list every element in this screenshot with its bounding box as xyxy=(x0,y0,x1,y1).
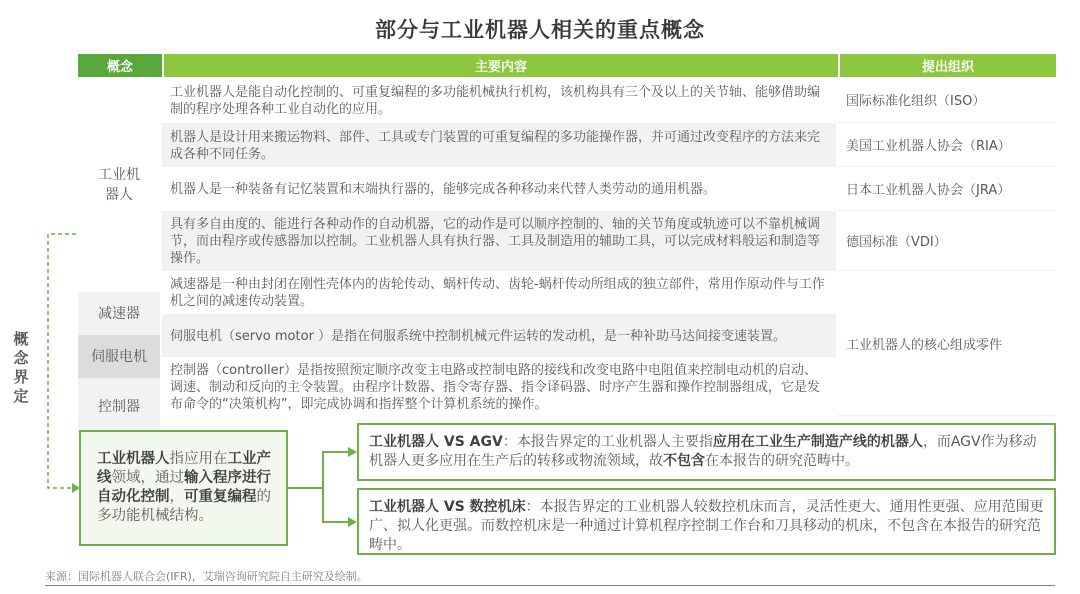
comparison-text: 不包含 xyxy=(663,453,705,469)
content-cell: 机器人是一种装备有记忆装置和末端执行器的，能够完成各种移动来代替人类劳动的通用机器。 xyxy=(162,167,836,211)
table-row xyxy=(162,167,1056,211)
comparison-text: 工业机器人 VS 数控机床 xyxy=(369,499,526,515)
table-row xyxy=(162,211,1056,271)
definition-text: 工业产线 xyxy=(97,451,271,486)
concept-table xyxy=(78,54,1056,436)
content-cell: 具有多自由度的、能进行各种动作的自动机器，它的动作是可以顺序控制的、轴的关节角度或轨迹可以不靠机械调节，而由程序或传感器加以控制。工业机器人具有执行器、工具及制造用的辅助工具，可以完成材料般运和制造等操作。 xyxy=(162,211,836,271)
page-title: 部分与工业机器人相关的重点概念 xyxy=(375,18,705,42)
definition-text: 可重复编程 xyxy=(184,489,257,505)
content-cell: 减速器是一种由封闭在刚性壳体内的齿轮传动、蜗杆传动、齿轮-蜗杆传动所组成的独立部件，常用作原动件与工作机之间的减速传动装置。 xyxy=(162,271,836,314)
comparison-agv-box xyxy=(357,423,1056,481)
org-cell: 德国标准（VDI） xyxy=(838,211,1056,271)
comparison-text: ：本报告界定的工业机器人较数控机床而言，灵活性更大、通用性更强、应用范围更广、拟人化更强。而数控机床是一种通过计算机程序控制工作台和刀具移动的机床，不包含在本报告的研究范畴中。 xyxy=(369,499,1044,553)
org-cell: 日本工业机器人协会（JRA） xyxy=(838,167,1056,211)
comparison-text: ：本报告界定的工业机器人主要指 xyxy=(502,434,713,450)
table-header xyxy=(78,54,1056,77)
content-cell: 伺服电机（servo motor ）是指在伺服系统中控制机械元件运转的发动机，是一种补助马达间接变速装置。 xyxy=(162,314,836,357)
definition-text: 的多功能机械结构。 xyxy=(97,489,271,524)
comparison-text: 在本报告的研究范畴中。 xyxy=(705,453,859,469)
definition-text: 工业机器人 xyxy=(97,451,170,467)
components-block xyxy=(162,271,1056,416)
comparison-text: ，而AGV作为移动机器人更多应用在生产后的转移或物流领域，故 xyxy=(369,434,1037,469)
table-row xyxy=(162,123,1056,167)
concept-column xyxy=(78,77,160,436)
definition-text: 指应用在 xyxy=(169,451,228,467)
concept-reducer: 减速器 xyxy=(78,292,160,335)
concept-industrial-robot: 工业机器人 xyxy=(78,77,160,292)
definition-text: 输入程序进行自动化控制 xyxy=(97,470,271,505)
content-cell: 控制器（controller）是指按照预定顺序改变主电路或控制电路的接线和改变电路中电阻值来控制电动机的启动、调速、制动和反向的主令装置。由程序计数器、指令寄存器、指令译码器、时序产生器和操作控制器组成，它是发布命令的“决策机构”，即完成协调和指挥整个计算机系统的操作。 xyxy=(162,357,836,416)
header-content: 主要内容 xyxy=(164,54,838,77)
org-cell: 美国工业机器人协会（RIA） xyxy=(838,123,1056,167)
components-content xyxy=(162,271,836,416)
divider xyxy=(45,585,1055,586)
comparison-text: 工业机器人 VS AGV xyxy=(369,434,503,450)
definition-text: ， xyxy=(169,489,184,505)
table-row xyxy=(162,77,1056,123)
arrow-icon xyxy=(348,517,357,527)
definition-box xyxy=(79,430,288,546)
concept-servo-motor: 伺服电机 xyxy=(78,335,160,378)
content-columns xyxy=(162,77,1056,436)
comparison-cnc-box xyxy=(357,488,1056,555)
definition-text: 领域，通过 xyxy=(111,470,184,486)
header-org: 提出组织 xyxy=(840,54,1056,77)
org-cell-components: 工业机器人的核心组成零件 xyxy=(838,271,1056,416)
header-concept: 概念 xyxy=(78,54,162,77)
comparison-text: 应用在工业生产制造产线的机器人 xyxy=(712,434,923,450)
table-body xyxy=(78,77,1056,436)
side-label: 概念界定 xyxy=(13,330,29,405)
org-cell: 国际标准化组织（ISO） xyxy=(838,77,1056,123)
content-cell: 工业机器人是能自动化控制的、可重复编程的多功能机械执行机构，该机构具有三个及以上的关节轴、能够借助编制的程序处理各种工业自动化的应用。 xyxy=(162,77,836,123)
source-note: 来源：国际机器人联合会(IFR)，艾瑞咨询研究院自主研究及绘制。 xyxy=(45,570,368,583)
concept-controller: 控制器 xyxy=(78,378,160,436)
arrow-icon xyxy=(348,447,357,457)
content-cell: 机器人是设计用来搬运物料、部件、工具或专门装置的可重复编程的多功能操作器，并可通过改变程序的方法来完成各种不同任务。 xyxy=(162,123,836,167)
